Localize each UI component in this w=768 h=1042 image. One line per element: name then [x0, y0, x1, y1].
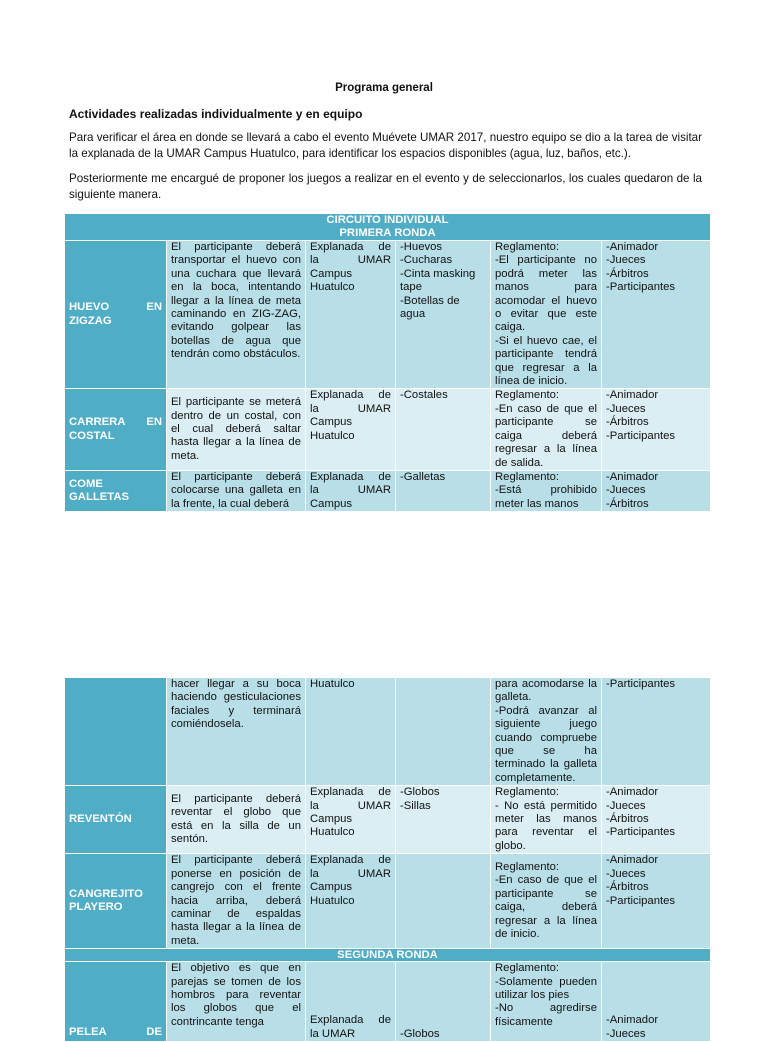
activity-rules: Reglamento: - No está permitido meter las manos para reventar el globo.: [491, 786, 602, 854]
page-title: Programa general: [335, 82, 433, 94]
activity-roles: -Animador -Jueces: [602, 962, 711, 1042]
table-header-row: [65, 214, 711, 241]
table-row: [65, 241, 711, 389]
activity-place: Explanada de la UMAR Campus Huatulco: [306, 389, 396, 470]
activity-roles: -Animador -Jueces -Árbitros -Participantes: [602, 786, 711, 854]
activity-description: El participante deberá ponerse en posición de cangrejo con el frente hacia arriba, deberá caminar de espaldas hasta llegar a la línea de meta.: [167, 854, 306, 949]
second-round-row: [65, 949, 711, 962]
activity-place: Explanada de la UMAR Campus Huatulco: [306, 854, 396, 949]
second-round-title: SEGUNDA RONDA: [65, 949, 711, 962]
activity-description: El participante deberá colocarse una galleta en la frente, la cual deberá: [167, 470, 306, 511]
activity-roles: -Participantes: [602, 678, 711, 786]
activity-rules: Reglamento: -El participante no podrá meter las manos para acomodar el huevo o evitar que este caiga. -Si el huevo cae, el participante tendrá que regresar a la línea de inicio.: [491, 241, 602, 389]
activity-name: HUEVO EN ZIGZAG: [65, 241, 167, 389]
activity-rules: Reglamento: -Está prohibido meter las manos: [491, 470, 602, 511]
activity-place: Explanada de la UMAR Campus: [306, 470, 396, 511]
activity-description: El participante se meterá dentro de un costal, con el cual deberá saltar hasta llegar a la línea de meta.: [167, 389, 306, 470]
table-row: [65, 470, 711, 511]
activity-roles: -Animador -Jueces -Árbitros -Participantes: [602, 241, 711, 389]
activity-rules: Reglamento: -En caso de que el participante se caiga, deberá regresar a la línea de inicio.: [491, 854, 602, 949]
activity-description: hacer llegar a su boca haciendo gesticulaciones faciales y terminará comiéndosela.: [167, 678, 306, 786]
activity-roles: -Animador -Jueces -Árbitros: [602, 470, 711, 511]
activity-name: CARRERA EN COSTAL: [65, 389, 167, 470]
table-header: [65, 214, 711, 241]
activity-name: PELEA DE: [65, 962, 167, 1042]
activity-place: Explanada de la UMAR Campus Huatulco: [306, 241, 396, 389]
section-heading: Actividades realizadas individualmente y en equipo: [69, 107, 363, 121]
activity-materials: -Globos -Sillas: [396, 786, 491, 854]
activity-rules: Reglamento: -Solamente pueden utilizar los pies -No agredirse físicamente: [491, 962, 602, 1042]
activity-description: El objetivo es que en parejas se tomen de los hombros para reventar los globos que el contrincante tenga: [167, 962, 306, 1042]
table-row: [65, 962, 711, 1042]
activity-name: CANGREJITO PLAYERO: [65, 854, 167, 949]
activity-description: El participante deberá reventar el globo que está en la silla de un sentón.: [167, 786, 306, 854]
activity-place: Huatulco: [306, 678, 396, 786]
activity-materials: -Huevos -Cucharas -Cinta masking tape -Botellas de agua: [396, 241, 491, 389]
activity-rules: Reglamento: -En caso de que el participante se caiga deberá regresar a la línea de salida.: [491, 389, 602, 470]
activity-materials: -Costales: [396, 389, 491, 470]
table-row: [65, 786, 711, 854]
activity-roles: -Animador -Jueces -Árbitros -Participantes: [602, 389, 711, 470]
activities-table-part1: [64, 213, 711, 512]
circuit-title: CIRCUITO INDIVIDUAL: [326, 214, 449, 226]
activity-materials: [396, 678, 491, 786]
activity-place: Explanada de la UMAR: [306, 962, 396, 1042]
activity-materials: -Globos: [396, 962, 491, 1042]
activity-materials: [396, 854, 491, 949]
table-row: [65, 678, 711, 786]
selection-paragraph: Posteriormente me encargué de proponer los juegos a realizar en el evento y de seleccionarlos, los cuales quedaron de la siguiente manera.: [69, 172, 702, 201]
activities-table-part2: [64, 677, 711, 1042]
first-round-title: PRIMERA RONDA: [339, 227, 436, 239]
activity-materials: -Galletas: [396, 470, 491, 511]
activity-name: [65, 678, 167, 786]
table-row: [65, 854, 711, 949]
activity-name: REVENTÓN: [65, 786, 167, 854]
activity-description: El participante deberá transportar el huevo con una cuchara que llevará en la boca, intentando llegar a la línea de meta caminando en ZIG-ZAG, evitando golpear las botellas de agua que tendrán como obstáculos.: [167, 241, 306, 389]
activity-name: COME GALLETAS: [65, 470, 167, 511]
table-row: [65, 389, 711, 470]
activity-place: Explanada de la UMAR Campus Huatulco: [306, 786, 396, 854]
activity-roles: -Animador -Jueces -Árbitros -Participantes: [602, 854, 711, 949]
intro-paragraph: Para verificar el área en donde se llevará a cabo el evento Muévete UMAR 2017, nuestro equipo se dio a la tarea de visitar la explanada de la UMAR Campus Huatulco, para identificar los espacios disponibles (agua, luz, baños, etc.).: [69, 131, 702, 160]
activity-rules: para acomodarse la galleta. -Podrá avanzar al siguiente juego cuando compruebe que se ha terminado la galleta completamente.: [491, 678, 602, 786]
